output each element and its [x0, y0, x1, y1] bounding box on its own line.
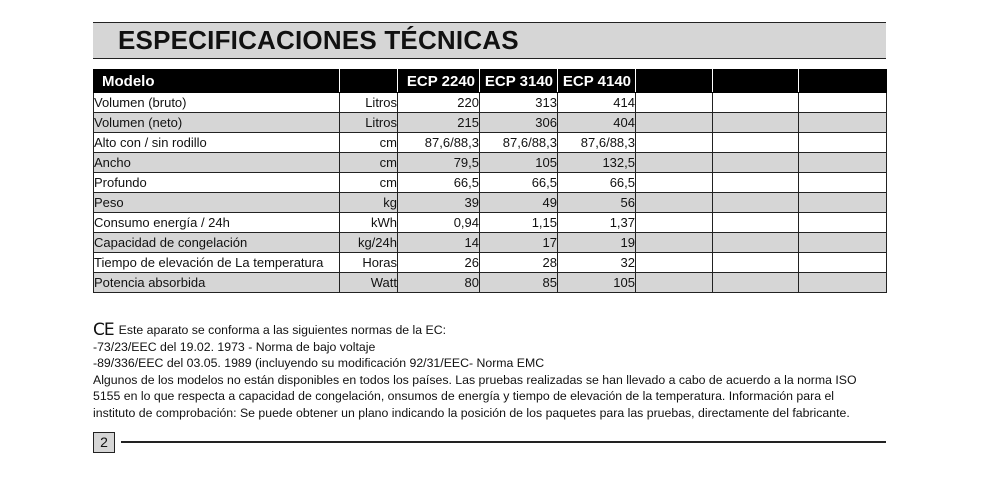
cell-empty: [799, 253, 887, 273]
row-unit: cm: [340, 153, 398, 173]
cell-ecp-4140: 19: [558, 233, 636, 253]
cell-ecp-2240: 220: [398, 93, 480, 113]
cell-empty: [799, 113, 887, 133]
cell-empty: [799, 213, 887, 233]
cell-empty: [713, 133, 799, 153]
cell-ecp-3140: 306: [480, 113, 558, 133]
row-label: Peso: [94, 193, 340, 213]
cell-empty: [799, 173, 887, 193]
cell-empty: [713, 193, 799, 213]
table-row: [94, 193, 887, 213]
cell-empty: [713, 153, 799, 173]
cell-ecp-3140: 28: [480, 253, 558, 273]
cell-empty: [636, 253, 713, 273]
cell-ecp-4140: 32: [558, 253, 636, 273]
spec-table: [93, 69, 887, 293]
cell-ecp-4140: 404: [558, 113, 636, 133]
cell-ecp-2240: 80: [398, 273, 480, 293]
cell-empty: [713, 93, 799, 113]
cell-empty: [636, 273, 713, 293]
cell-empty: [636, 153, 713, 173]
header-empty: [636, 70, 713, 93]
row-label: Ancho: [94, 153, 340, 173]
notes-line: Este aparato se conforma a las siguientes normas de la EC:: [118, 323, 447, 337]
header-ecp-3140: ECP 3140: [480, 70, 558, 93]
cell-empty: [713, 113, 799, 133]
cell-ecp-3140: 105: [480, 153, 558, 173]
cell-empty: [713, 273, 799, 293]
cell-ecp-2240: 215: [398, 113, 480, 133]
notes-line: Algunos de los modelos no están disponibles en todos los países. Las pruebas realizadas se han llevado a cabo de acuerdo a la norma ISO: [93, 372, 857, 387]
cell-ecp-4140: 1,37: [558, 213, 636, 233]
table-row: [94, 173, 887, 193]
header-ecp-4140: ECP 4140: [558, 70, 636, 93]
table-row: [94, 93, 887, 113]
row-label: Volumen (bruto): [94, 93, 340, 113]
cell-empty: [636, 113, 713, 133]
cell-ecp-2240: 26: [398, 253, 480, 273]
row-label: Consumo energía / 24h: [94, 213, 340, 233]
header-unit: [340, 70, 398, 93]
cell-ecp-2240: 87,6/88,3: [398, 133, 480, 153]
cell-empty: [799, 133, 887, 153]
cell-empty: [713, 173, 799, 193]
cell-empty: [713, 213, 799, 233]
cell-ecp-3140: 66,5: [480, 173, 558, 193]
table-row: [94, 153, 887, 173]
notes-line: instituto de comprobación: Se puede obtener un plano indicando la posición de los paquetes para las pruebas, directamente del fabricante.: [93, 405, 850, 420]
cell-ecp-4140: 56: [558, 193, 636, 213]
row-unit: kWh: [340, 213, 398, 233]
cell-empty: [799, 193, 887, 213]
cell-empty: [636, 213, 713, 233]
header-empty: [799, 70, 887, 93]
row-unit: Watt: [340, 273, 398, 293]
cell-empty: [713, 233, 799, 253]
cell-ecp-3140: 85: [480, 273, 558, 293]
cell-ecp-4140: 66,5: [558, 173, 636, 193]
cell-ecp-3140: 1,15: [480, 213, 558, 233]
row-label: Volumen (neto): [94, 113, 340, 133]
cell-empty: [636, 233, 713, 253]
cell-ecp-4140: 105: [558, 273, 636, 293]
row-unit: cm: [340, 173, 398, 193]
cell-empty: [799, 273, 887, 293]
cell-empty: [636, 193, 713, 213]
notes-section: [93, 322, 893, 422]
cell-empty: [636, 93, 713, 113]
ce-mark-icon: CE: [93, 320, 114, 340]
cell-ecp-4140: 87,6/88,3: [558, 133, 636, 153]
row-unit: cm: [340, 133, 398, 153]
cell-empty: [799, 153, 887, 173]
table-row: [94, 133, 887, 153]
row-label: Alto con / sin rodillo: [94, 133, 340, 153]
footer-rule: [121, 441, 886, 443]
row-label: Capacidad de congelación: [94, 233, 340, 253]
cell-ecp-2240: 79,5: [398, 153, 480, 173]
cell-empty: [799, 93, 887, 113]
cell-ecp-3140: 49: [480, 193, 558, 213]
cell-ecp-2240: 0,94: [398, 213, 480, 233]
cell-empty: [713, 253, 799, 273]
cell-empty: [636, 133, 713, 153]
title-bar: [93, 22, 886, 59]
notes-line-ce: [93, 322, 893, 339]
table-header-row: [94, 70, 887, 93]
page-number: 2: [93, 432, 115, 453]
cell-empty: [636, 173, 713, 193]
row-unit: Litros: [340, 93, 398, 113]
row-unit: Litros: [340, 113, 398, 133]
table-row: [94, 213, 887, 233]
cell-ecp-4140: 414: [558, 93, 636, 113]
cell-ecp-3140: 17: [480, 233, 558, 253]
row-unit: Horas: [340, 253, 398, 273]
table-row: [94, 233, 887, 253]
cell-ecp-2240: 39: [398, 193, 480, 213]
page-title: ESPECIFICACIONES TÉCNICAS: [118, 25, 519, 55]
notes-line: -73/23/EEC del 19.02. 1973 - Norma de bajo voltaje: [93, 339, 376, 354]
table-row: [94, 273, 887, 293]
row-label: Profundo: [94, 173, 340, 193]
row-unit: kg: [340, 193, 398, 213]
notes-line: -89/336/EEC del 03.05. 1989 (incluyendo su modificación 92/31/EEC- Norma EMC: [93, 356, 545, 371]
cell-ecp-4140: 132,5: [558, 153, 636, 173]
header-ecp-2240: ECP 2240: [398, 70, 480, 93]
notes-line: 5155 en lo que respecta a capacidad de congelación, onsumos de energía y tiempo de elevación de la temperatura. Información para el: [93, 389, 835, 404]
cell-ecp-3140: 87,6/88,3: [480, 133, 558, 153]
cell-empty: [799, 233, 887, 253]
header-modelo: Modelo: [94, 70, 340, 93]
cell-ecp-3140: 313: [480, 93, 558, 113]
row-label: Potencia absorbida: [94, 273, 340, 293]
row-unit: kg/24h: [340, 233, 398, 253]
header-empty: [713, 70, 799, 93]
cell-ecp-2240: 14: [398, 233, 480, 253]
table-row: [94, 253, 887, 273]
cell-ecp-2240: 66,5: [398, 173, 480, 193]
row-label: Tiempo de elevación de La temperatura: [94, 253, 340, 273]
table-row: [94, 113, 887, 133]
